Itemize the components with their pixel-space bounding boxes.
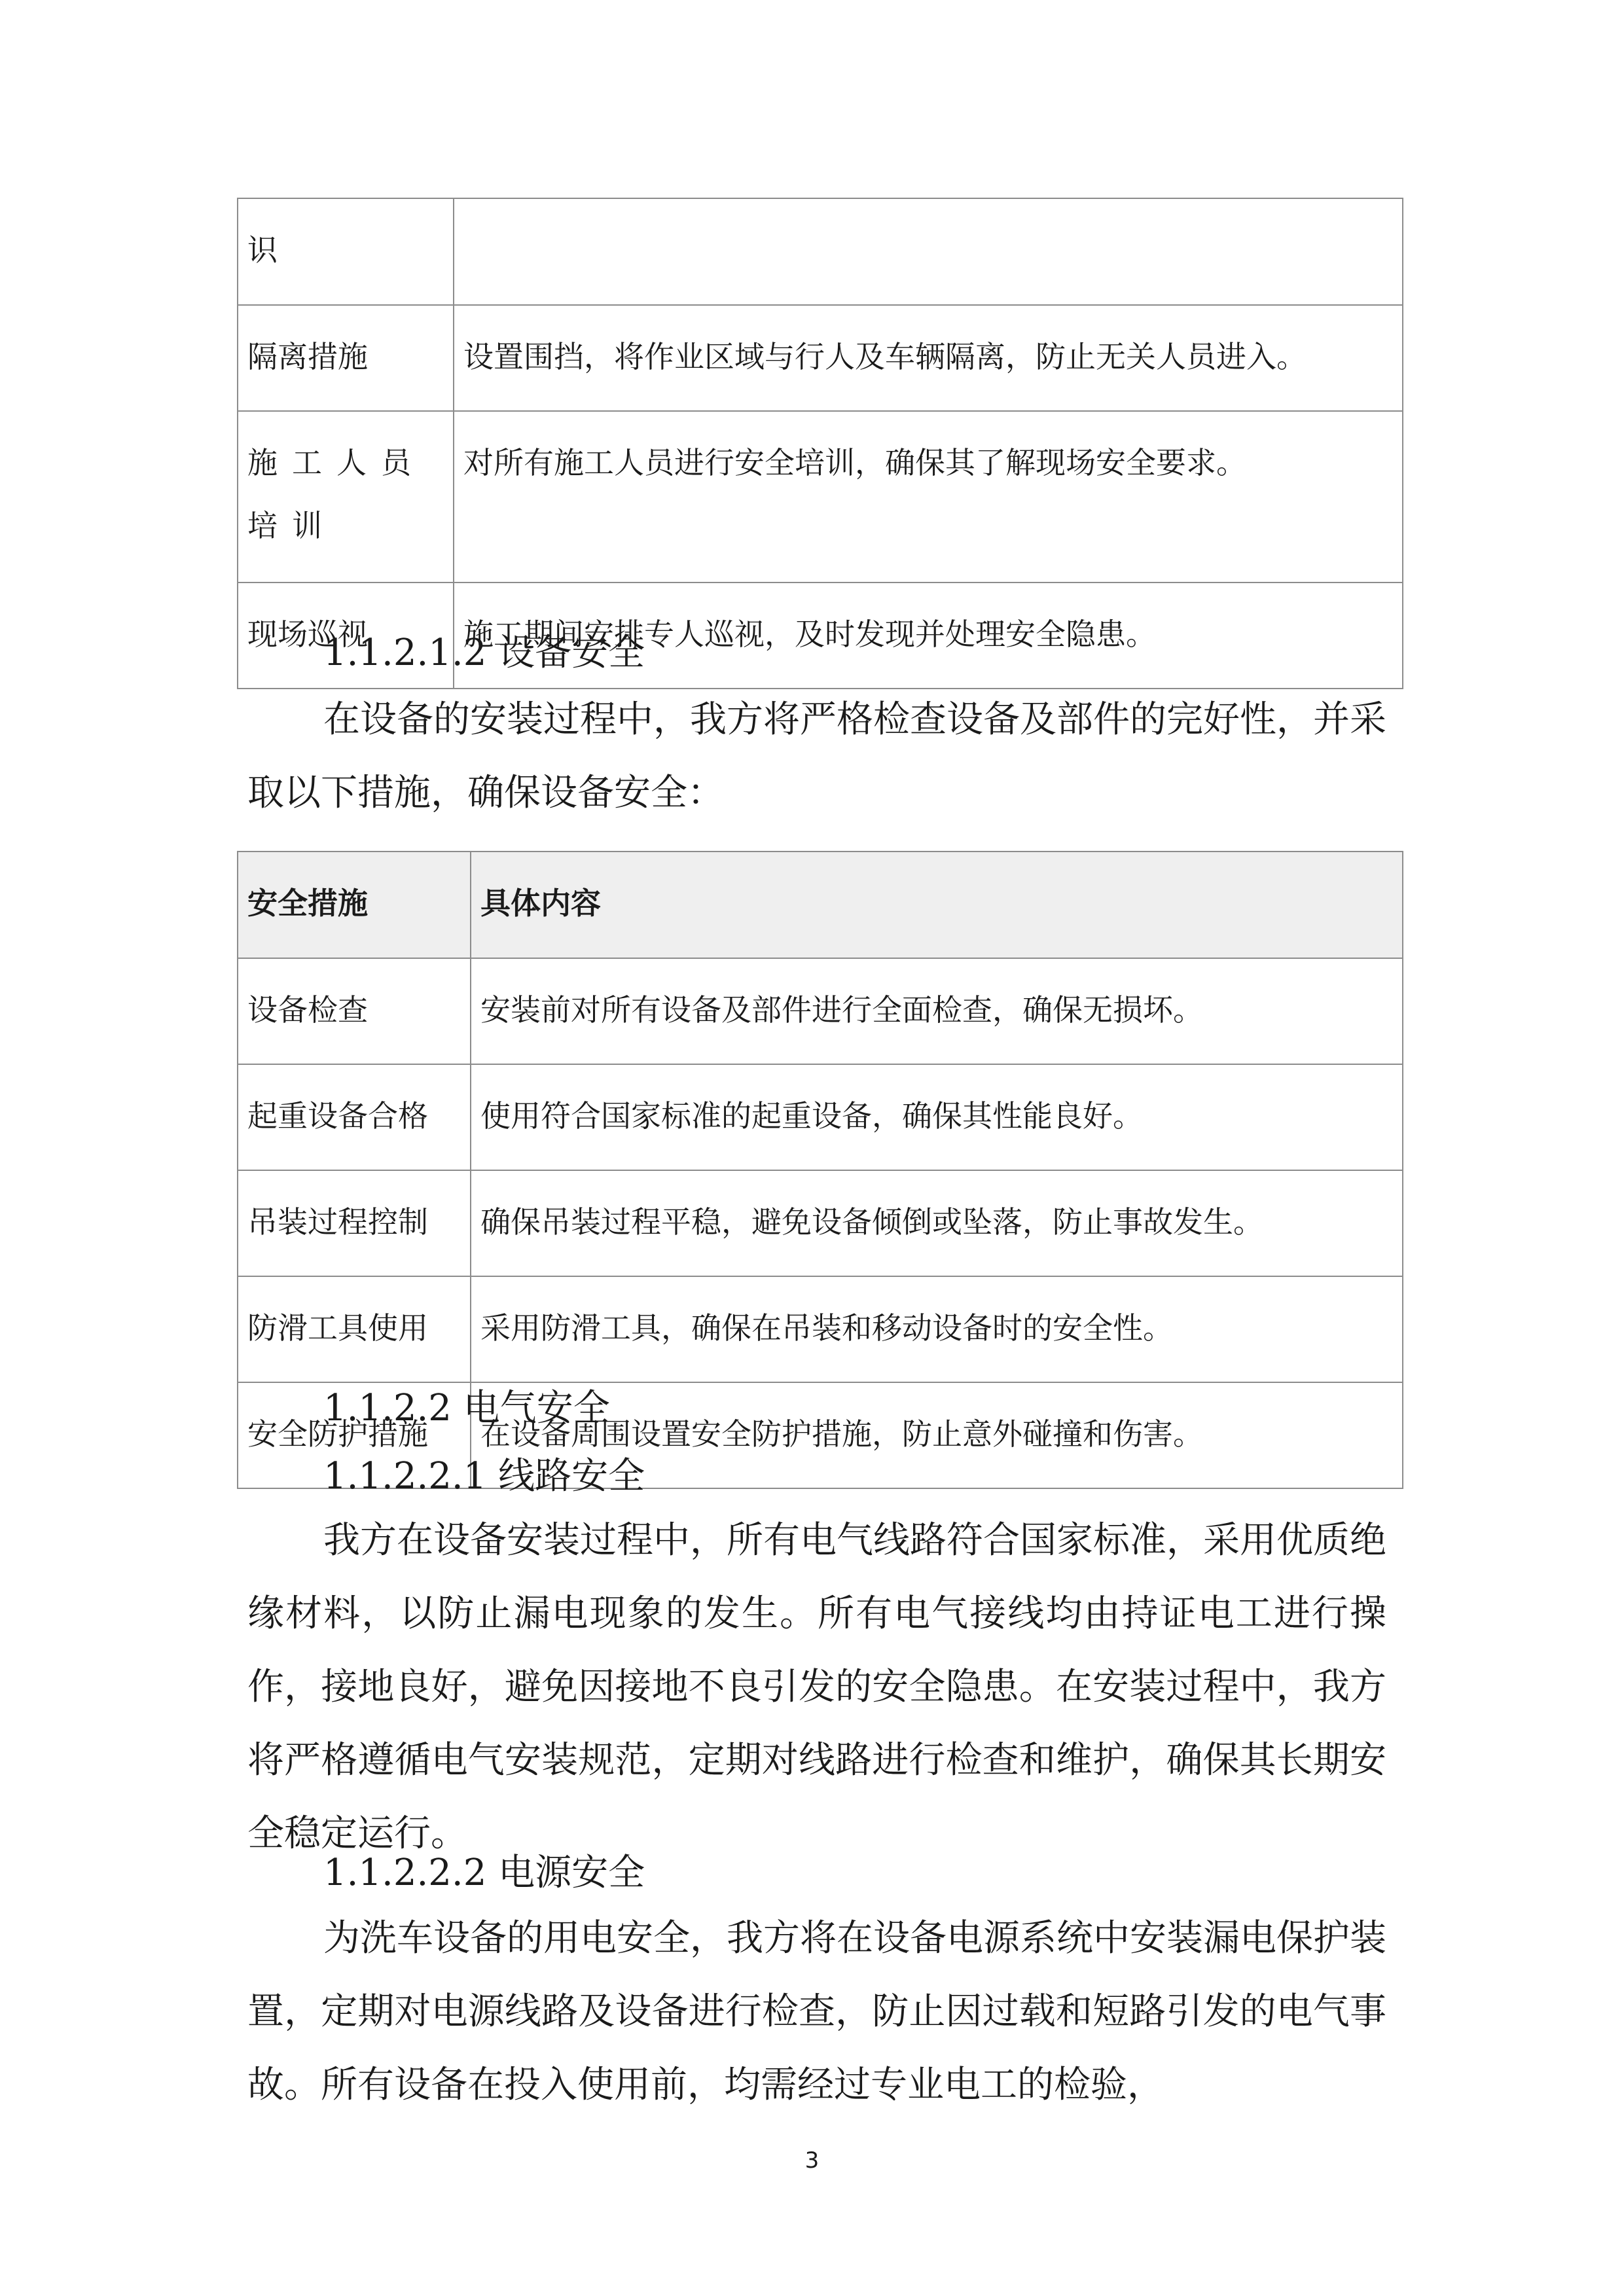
content-cell: 确保吊装过程平稳，避免设备倾倒或坠落，防止事故发生。 <box>471 1170 1403 1276</box>
content-cell: 在设备周围设置安全防护措施，防止意外碰撞和伤害。 <box>471 1382 1403 1488</box>
table-row <box>238 1276 1403 1382</box>
content-cell: 采用防滑工具，确保在吊装和移动设备时的安全性。 <box>471 1276 1403 1382</box>
section-heading: 1.1.2.2 电气安全 <box>323 1387 610 1429</box>
content-cell <box>454 198 1403 305</box>
content-cell: 使用符合国家标准的起重设备，确保其性能良好。 <box>471 1064 1403 1170</box>
table-row <box>238 958 1403 1064</box>
column-header: 安全措施 <box>238 852 471 958</box>
table-row <box>238 198 1403 305</box>
measure-cell: 吊装过程控制 <box>238 1170 471 1276</box>
section-heading: 1.1.2.2.1 线路安全 <box>323 1455 645 1498</box>
paragraph: 我方在设备安装过程中，所有电气线路符合国家标准，采用优质绝缘材料，以防止漏电现象的发生。所有电气接线均由持证电工进行操作，接地良好，避免因接地不良引发的安全隐患。在安装过程中，我方将严格遵循电气安装规范，定期对线路进行检查和维护，确保其长期安全稳定运行。 <box>247 1519 1386 1855</box>
section-heading: 1.1.2.1.2 设备安全 <box>323 632 645 674</box>
content-cell: 对所有施工人员进行安全培训，确保其了解现场安全要求。 <box>454 411 1403 583</box>
measure-cell: 防滑工具使用 <box>238 1276 471 1382</box>
table-row <box>238 1064 1403 1170</box>
paragraph: 为洗车设备的用电安全，我方将在设备电源系统中安装漏电保护装置，定期对电源线路及设备进行检查，防止因过载和短路引发的电气事故。所有设备在投入使用前，均需经过专业电工的检验， <box>247 1917 1386 2106</box>
measure-cell: 起重设备合格 <box>238 1064 471 1170</box>
content-cell: 安装前对所有设备及部件进行全面检查，确保无损坏。 <box>471 958 1403 1064</box>
measure-cell: 设备检查 <box>238 958 471 1064</box>
table-row <box>238 305 1403 411</box>
table-header-row <box>238 852 1403 958</box>
page-number: 3 <box>804 2147 820 2174</box>
site-safety-table <box>237 198 1403 689</box>
table-row <box>238 411 1403 583</box>
content-cell: 设置围挡，将作业区域与行人及车辆隔离，防止无关人员进入。 <box>454 305 1403 411</box>
measure-cell: 识 <box>238 198 454 305</box>
measure-cell: 施工人员培训 <box>238 411 454 583</box>
content-cell: 施工期间安排专人巡视，及时发现并处理安全隐患。 <box>454 583 1403 689</box>
column-header: 具体内容 <box>471 852 1403 958</box>
measure-cell: 隔离措施 <box>238 305 454 411</box>
table-row <box>238 1170 1403 1276</box>
measure-cell: 安全防护措施 <box>238 1382 471 1488</box>
section-heading: 1.1.2.2.2 电源安全 <box>323 1852 645 1894</box>
paragraph: 在设备的安装过程中，我方将严格检查设备及部件的完好性，并采取以下措施，确保设备安全： <box>247 698 1386 814</box>
measure-cell: 现场巡视 <box>238 583 454 689</box>
